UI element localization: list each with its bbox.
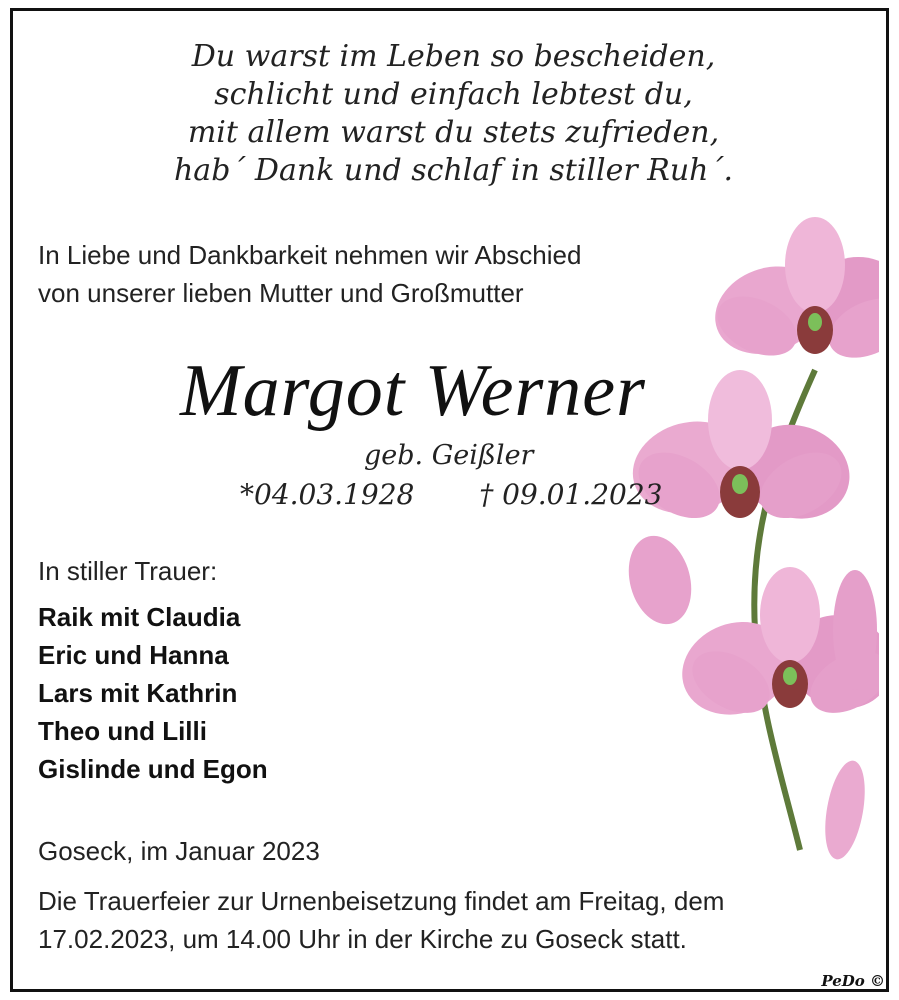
farewell-intro <box>38 236 581 312</box>
mourner-item: Lars mit Kathrin <box>38 678 238 708</box>
life-dates <box>240 478 662 511</box>
deceased-name: Margot Werner <box>180 350 646 432</box>
birth-date: *04.03.1928 <box>240 478 415 511</box>
copyright-watermark: PeDo © <box>821 972 885 990</box>
place-date: Goseck, im Januar 2023 <box>38 836 320 866</box>
service-line: Die Trauerfeier zur Urnenbeisetzung findet am Freitag, dem <box>38 886 725 916</box>
service-line: 17.02.2023, um 14.00 Uhr in der Kirche zu Goseck statt. <box>38 924 687 954</box>
maiden-name: geb. Geißler <box>364 440 534 471</box>
poem-line: mit allem warst du stets zufrieden, <box>187 115 720 150</box>
intro-line: von unserer lieben Mutter und Großmutter <box>38 278 524 308</box>
poem-line: schlicht und einfach lebtest du, <box>214 77 693 112</box>
mourning-label: In stiller Trauer: <box>38 556 218 586</box>
mourner-item: Gislinde und Egon <box>38 754 268 784</box>
intro-line: In Liebe und Dankbarkeit nehmen wir Abschied <box>38 240 582 270</box>
mourner-item: Theo und Lilli <box>38 716 207 746</box>
poem-line: hab´ Dank und schlaf in stiller Ruh´. <box>173 153 734 188</box>
service-info <box>38 882 828 958</box>
poem-line: Du warst im Leben so bescheiden, <box>191 39 716 74</box>
memorial-poem <box>0 38 899 190</box>
mourners-list <box>38 598 268 788</box>
mourner-item: Raik mit Claudia <box>38 602 241 632</box>
death-date: † 09.01.2023 <box>479 478 663 511</box>
mourner-item: Eric und Hanna <box>38 640 229 670</box>
orchid-flowers-image <box>600 210 879 870</box>
